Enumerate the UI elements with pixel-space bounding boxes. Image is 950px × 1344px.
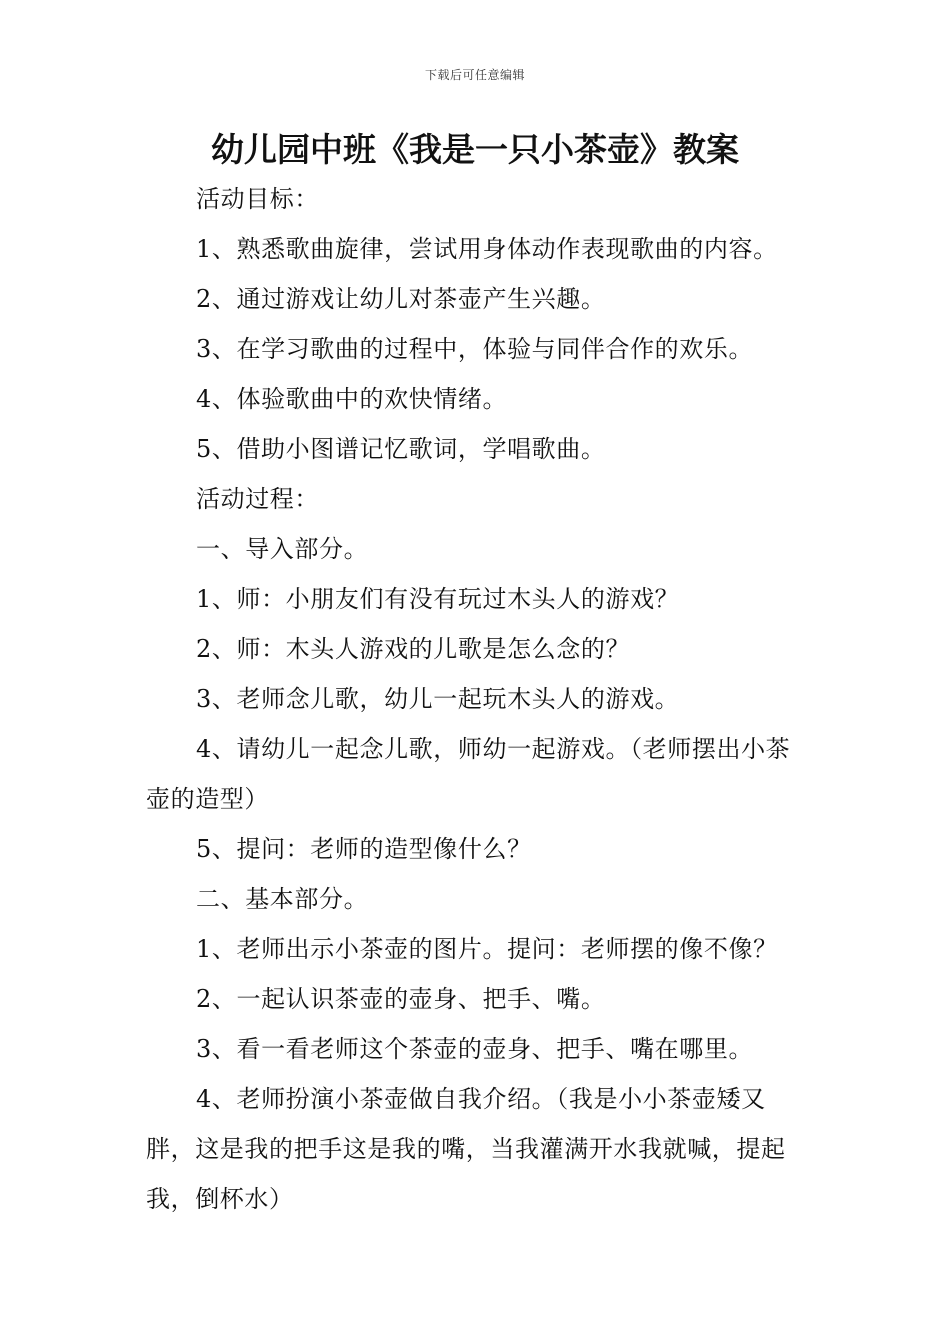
process-step: 3、老师念儿歌，幼儿一起玩木头人的游戏。 — [196, 685, 680, 713]
process-step: 3、看一看老师这个茶壶的壶身、把手、嘴在哪里。 — [196, 1035, 754, 1063]
goal-item: 2、通过游戏让幼儿对茶壶产生兴趣。 — [196, 285, 606, 313]
section-heading-process: 活动过程： — [196, 485, 319, 513]
goal-item: 3、在学习歌曲的过程中，体验与同伴合作的欢乐。 — [196, 335, 754, 363]
process-step: 1、师：小朋友们有没有玩过木头人的游戏？ — [196, 585, 680, 613]
process-step: 5、提问：老师的造型像什么？ — [196, 835, 532, 863]
subsection-heading-intro: 一、导入部分。 — [196, 535, 369, 563]
process-step: 4、请幼儿一起念儿歌，师幼一起游戏。（老师摆出小茶壶的造型） — [146, 735, 791, 813]
process-step: 2、一起认识茶壶的壶身、把手、嘴。 — [196, 985, 606, 1013]
process-step: 2、师：木头人游戏的儿歌是怎么念的？ — [196, 635, 631, 663]
document-title: 幼儿园中班《我是一只小茶壶》教案 — [211, 130, 739, 169]
process-step: 4、老师扮演小茶壶做自我介绍。（我是小小茶壶矮又胖，这是我的把手这是我的嘴，当我灌满开水我就喊，提起我，倒杯水） — [146, 1085, 786, 1213]
goal-item: 4、体验歌曲中的欢快情绪。 — [196, 385, 508, 413]
goal-item: 5、借助小图谱记忆歌词，学唱歌曲。 — [196, 435, 606, 463]
page-header-note: 下载后可任意编辑 — [424, 68, 525, 82]
section-heading-goals: 活动目标： — [196, 185, 319, 213]
document-body — [146, 174, 812, 1224]
subsection-heading-basic: 二、基本部分。 — [196, 885, 369, 913]
goal-item: 1、熟悉歌曲旋律，尝试用身体动作表现歌曲的内容。 — [196, 235, 778, 263]
process-step: 1、老师出示小茶壶的图片。提问：老师摆的像不像？ — [196, 935, 778, 963]
